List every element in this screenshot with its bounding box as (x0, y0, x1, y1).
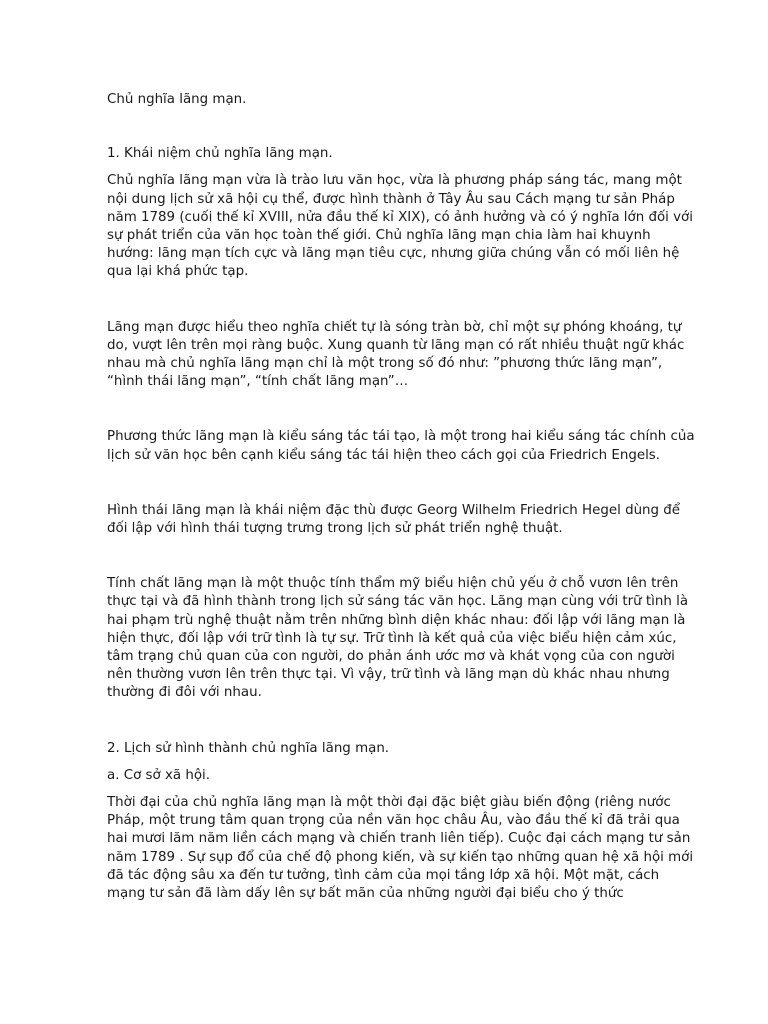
section-1-heading: 1. Khái niệm chủ nghĩa lãng mạn. (107, 146, 333, 162)
document-title: Chủ nghĩa lãng mạn. (107, 92, 247, 107)
section-2-heading: 2. Lịch sử hình thành chủ nghĩa lãng mạn. (107, 740, 390, 756)
paragraph-romantic-quality: Tính chất lãng mạn là một thuộc tính thẩm mỹ biểu hiện chủ yếu ở chỗ vươn lên trên thực tại và đã hình thành trong lịch sử sáng tác văn học. Lãng mạn cùng với trữ tình là hai phạm trù nghệ thuật nằm trên những bình diện khác nhau: đối lập với lãng mạn là hiện thực, đối lập với trữ tình là tự sự. Trữ tình là kết quả của việc biểu hiện cảm xúc, tâm trạng chủ quan của con người, do phản ánh ước mơ và khát vọng của con người nên thường vươn lên trên thực tại. Vì vậy, trữ tình và lãng mạn dù khác nhau nhưng thường đi đôi với nhau. (107, 576, 689, 701)
paragraph-definition: Chủ nghĩa lãng mạn vừa là trào lưu văn học, vừa là phương pháp sáng tác, mang một nội dung lịch sử xã hội cụ thể, được hình thành ở Tây Âu sau Cách mạng tư sản Pháp năm 1789 (cuối thế kỉ XVIII, nửa đầu thế kỉ XIX), có ảnh hưởng và có ý nghĩa lớn đối với sự phát triển của văn học toàn thế giới. Chủ nghĩa lãng mạn chia làm hai khuynh hướng: lãng mạn tích cực và lãng mạn tiêu cực, nhưng giữa chúng vẫn có mối liên hệ qua lại khá phức tạp. (107, 173, 693, 280)
paragraph-social-basis: Thời đại của chủ nghĩa lãng mạn là một thời đại đặc biệt giàu biến động (riêng nước Pháp, một trung tâm quan trọng của nền văn học châu Âu, vào đầu thế kỉ đã trải qua hai mươi lăm năm liền cách mạng và chiến tranh liên tiếp). Cuộc đại cách mạng tư sản năm 1789 . Sự sụp đổ của chế độ phong kiến, và sự kiến tạo những quan hệ xã hội mới đã tác động sâu xa đến tư tưởng, tình cảm của mọi tầng lớp xã hội. Một mặt, cách mạng tư sản đã làm dấy lên sự bất mãn của những người đại biểu cho ý thức (107, 795, 694, 902)
document-body (107, 91, 699, 903)
subsection-a-heading: a. Cơ sở xã hội. (107, 767, 210, 783)
paragraph-romantic-method: Phương thức lãng mạn là kiểu sáng tác tái tạo, là một trong hai kiểu sáng tác chính của lịch sử văn học bên cạnh kiểu sáng tác tái hiện theo cách gọi của Friedrich Engels. (107, 429, 695, 463)
paragraph-etymology: Lãng mạn được hiểu theo nghĩa chiết tự là sóng tràn bờ, chỉ một sự phóng khoáng, tự do, vượt lên trên mọi ràng buộc. Xung quanh từ lãng mạn có rất nhiều thuật ngữ khác nhau mà chủ nghĩa lãng mạn chỉ là một trong số đó như: ”phương thức lãng mạn”, “hình thái lãng mạn”, “tính chất lãng mạn”… (107, 319, 685, 390)
paragraph-romantic-form: Hình thái lãng mạn là khái niệm đặc thù được Georg Wilhelm Friedrich Hegel dùng để đối lập với hình thái tượng trưng trong lịch sử phát triển nghệ thuật. (107, 502, 681, 537)
